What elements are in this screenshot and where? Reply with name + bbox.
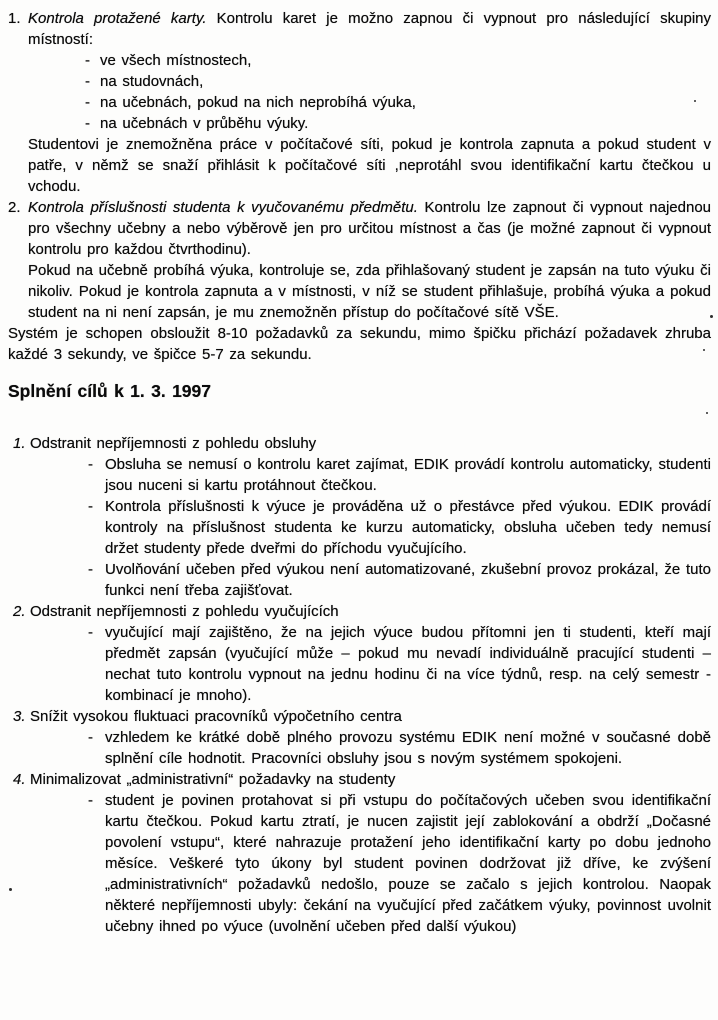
item-number: 2.	[13, 603, 26, 620]
scan-artifact	[710, 315, 713, 318]
item-body	[30, 433, 711, 601]
bullet-dash: -	[85, 52, 90, 69]
closing-paragraph: Systém je schopen obsloužit 8-10 požadavků za sekundu, mimo špičku přichází požadavek zhruba každé 3 sekundy, ve špičce 5-7 za sekundu.	[8, 325, 711, 363]
goal-title: Odstranit nepříjemnosti z pohledu obsluhy	[30, 435, 317, 452]
bullet-item	[28, 113, 711, 134]
item-lead	[28, 8, 711, 50]
scan-artifact	[706, 412, 708, 414]
item-body	[30, 601, 711, 706]
bullet-item	[30, 559, 711, 601]
goal-title: Odstranit nepříjemnosti z pohledu vyučujících	[30, 603, 339, 620]
bullet-dash: -	[88, 792, 93, 809]
item-number: 2.	[8, 199, 21, 216]
item-number: 3.	[13, 708, 26, 725]
item-lead-italic: Kontrola příslušnosti studenta k vyučovanému předmětu.	[28, 199, 418, 216]
bullet-text: Obsluha se nemusí o kontrolu karet zajímat, EDIK provádí kontrolu automaticky, studenti jsou nuceni si kartu protáhnout čtečkou.	[105, 456, 711, 494]
bullet-text: vzhledem ke krátké době plného provozu systému EDIK není možné v současné době splnění cíle hodnotit. Pracovníci obsluhy jsou s novým systémem spokojeni.	[105, 729, 711, 767]
bullet-dash: -	[88, 498, 93, 515]
item-body	[28, 197, 711, 323]
item-body	[30, 769, 711, 937]
bullet-text: ve všech místnostech,	[100, 52, 252, 69]
bullet-dash: -	[88, 561, 93, 578]
list-item	[8, 8, 711, 197]
bullet-item	[30, 622, 711, 706]
bullet-text: na učebnách v průběhu výuky.	[100, 115, 309, 132]
goal-item	[8, 769, 711, 937]
item-number: 1.	[8, 10, 21, 27]
scan-artifact	[703, 349, 705, 351]
bullet-dash: -	[85, 73, 90, 90]
bullet-item	[30, 454, 711, 496]
goal-item	[8, 601, 711, 706]
goal-title: Minimalizovat „administrativní“ požadavky na studenty	[30, 771, 396, 788]
bullet-text: Uvolňování učeben před výukou není automatizované, zkušební provoz prokázal, že tuto funkci není třeba zajišťovat.	[105, 561, 711, 599]
bullet-text: vyučující mají zajištěno, že na jejich výuce budou přítomni jen ti studenti, kteří mají předmět zapsán (vyučující může – pokud mu nevadí individuálně pracující studenti – nechat tuto kontrolu vypnout na jednu hodinu či na více týdnů, resp. na celý semestr - kombinací je mnoho).	[105, 624, 711, 704]
item-body	[28, 8, 711, 197]
bullet-text: na studovnách,	[100, 73, 204, 90]
bullet-item	[30, 727, 711, 769]
bullet-text: student je povinen protahovat si při vstupu do počítačových učeben svou identifikační kartu čtečkou. Pokud kartu ztratí, je nucen zajistit její zablokování a obdrží „Dočasné povolení vstupu“, které nahrazuje protažení jeho identifikační karty po dobu jednoho měsíce. Veškeré tyto úkony byl student povinen dodržovat již dříve, ke zvýšení „administrativních“ požadavků nedošlo, pouze se začalo s jejich kontrolou. Naopak některé nepříjemnosti ubyly: čekání na vyučující před začátkem výuky, povinnost uvolnit učebny ihned po výuce (uvolnění učeben před další výukou)	[105, 792, 711, 935]
item-paragraph: Pokud na učebně probíhá výuka, kontroluje se, zda přihlašovaný student je zapsán na tuto výuku či nikoliv. Pokud je kontrola zapnuta a v místnosti, v níž se student přihlašuje, probíhá výuka a pokud student na ni není zapsán, je mu znemožněn přístup do počítačové sítě VŠE.	[28, 262, 711, 321]
bullet-item	[30, 496, 711, 559]
bullet-text: Kontrola příslušnosti k výuce je prováděna už o přestávce před výukou. EDIK provádí kontroly na příslušnost studenta ke kurzu automaticky, obsluha učeben tedy nemusí držet studenty přede dveřmi do příchodu vyučujícího.	[105, 498, 711, 557]
item-lead-italic: Kontrola protažené karty.	[28, 10, 207, 27]
item-body	[30, 706, 711, 769]
bullet-item	[28, 50, 711, 71]
bullet-item	[28, 92, 711, 113]
goal-item	[8, 706, 711, 769]
scan-artifact	[9, 888, 12, 891]
bullet-dash: -	[88, 456, 93, 473]
bullet-dash: -	[85, 94, 90, 111]
item-paragraph: Studentovi je znemožněna práce v počítačové síti, pokud je kontrola zapnuta a pokud student v patře, v němž se snaží přihlásit k počítačové síti ,neprotáhl svou identifikační kartu čtečkou u vchodu.	[28, 136, 711, 195]
item-lead-rest: Kontrolu karet je možno zapnou či vypnout pro následující skupiny místností:	[28, 10, 711, 48]
bullet-item	[28, 71, 711, 92]
bullet-dash: -	[88, 624, 93, 641]
item-number: 1.	[13, 435, 26, 452]
section-heading: Splnění cílů k 1. 3. 1997	[8, 381, 212, 401]
goal-title: Snížit vysokou fluktuaci pracovníků výpočetního centra	[30, 708, 402, 725]
bullet-dash: -	[88, 729, 93, 746]
item-lead-rest: Kontrolu lze zapnout či vypnout najednou pro všechny učebny a nebo výběrově jen pro určitou místnost a čas (je možné zapnout či vypnout kontrolu pro každou čtvrthodinu).	[28, 199, 711, 258]
scan-artifact	[694, 100, 696, 102]
item-lead	[28, 197, 711, 260]
bullet-dash: -	[85, 115, 90, 132]
item-number: 4.	[13, 771, 26, 788]
goal-item	[8, 433, 711, 601]
bullet-item	[30, 790, 711, 937]
bullet-text: na učebnách, pokud na nich neprobíhá výuka,	[100, 94, 416, 111]
list-item	[8, 197, 711, 323]
